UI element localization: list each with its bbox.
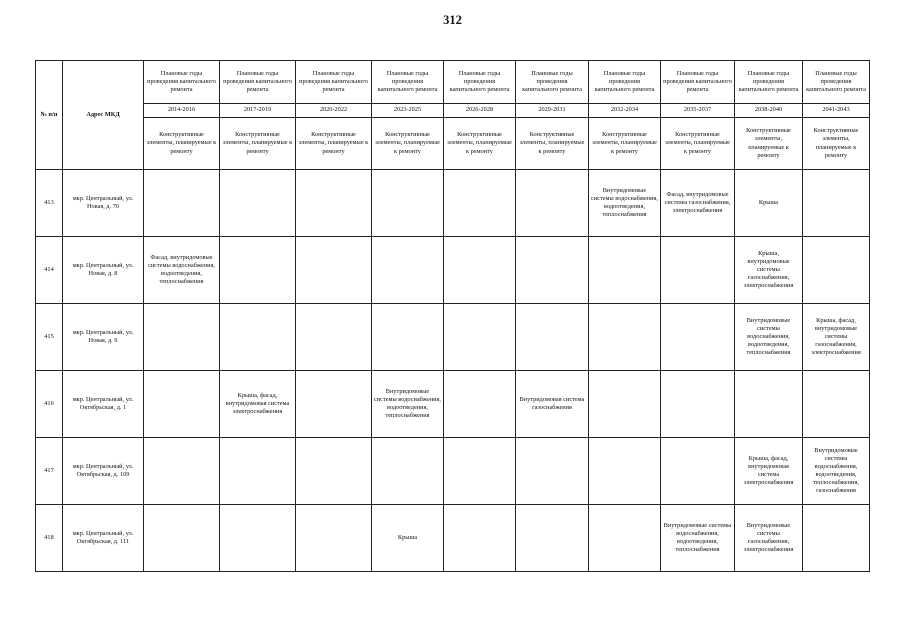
period-elements-header: Конструктивные элементы, планируемые к ремонту: [220, 118, 296, 170]
repair-elements-cell: [220, 237, 296, 304]
row-number: 416: [36, 371, 63, 438]
period-years-header: 2035-2037: [661, 104, 735, 118]
repair-elements-cell: [589, 371, 661, 438]
period-elements-header: Конструктивные элементы, планируемые к ремонту: [589, 118, 661, 170]
period-elements-header: Конструктивные элементы, планируемые к ремонту: [661, 118, 735, 170]
repair-elements-cell: [803, 505, 870, 572]
period-years-header: 2029-2031: [516, 104, 589, 118]
repair-elements-cell: [372, 304, 444, 371]
repair-elements-cell: [516, 304, 589, 371]
period-elements-header: Конструктивные элементы, планируемые к ремонту: [516, 118, 589, 170]
repair-elements-cell: [144, 170, 220, 237]
row-number: 417: [36, 438, 63, 505]
period-elements-header: Конструктивные элементы, планируемые к ремонту: [803, 118, 870, 170]
period-years-header: 2032-2034: [589, 104, 661, 118]
repair-elements-cell: [372, 170, 444, 237]
repair-elements-cell: [589, 438, 661, 505]
repair-elements-cell: [444, 505, 516, 572]
period-elements-header: Конструктивные элементы, планируемые к ремонту: [144, 118, 220, 170]
period-title-header: Плановые годы проведения капитального ремонта: [589, 61, 661, 104]
repair-elements-cell: [735, 371, 803, 438]
repair-elements-cell: [220, 304, 296, 371]
period-title-header: Плановые годы проведения капитального ремонта: [516, 61, 589, 104]
repair-elements-cell: [220, 170, 296, 237]
row-address: мкр. Центральный, ул. Новая, д. 70: [63, 170, 144, 237]
table-row: [36, 371, 870, 438]
period-title-header: Плановые годы проведения капитального ремонта: [296, 61, 372, 104]
column-header-number: № п/п: [36, 61, 63, 170]
table-row: [36, 237, 870, 304]
repair-elements-cell: Внутридомовая система газоснабжения: [516, 371, 589, 438]
repair-elements-cell: [589, 237, 661, 304]
repair-elements-cell: [444, 438, 516, 505]
repair-elements-cell: [144, 304, 220, 371]
period-years-header: 2020-2022: [296, 104, 372, 118]
repair-elements-cell: Крыша: [735, 170, 803, 237]
repair-elements-cell: Крыша, фасад, внутридомовые системы газоснабжения, электроснабжения: [803, 304, 870, 371]
repair-elements-cell: [516, 505, 589, 572]
repair-elements-cell: Фасад, внутридомовые системы водоснабжения, водоотведения, теплоснабжения: [144, 237, 220, 304]
repair-elements-cell: Крыша, фасад, внутридомовая система электроснабжения: [220, 371, 296, 438]
repair-elements-cell: [803, 170, 870, 237]
period-years-header: 2026-2028: [444, 104, 516, 118]
period-title-header: Плановые годы проведения капитального ремонта: [735, 61, 803, 104]
repair-elements-cell: Внутридомовые системы водоснабжения, водоотведения, теплоснабжения: [661, 505, 735, 572]
row-number: 414: [36, 237, 63, 304]
repair-elements-cell: [444, 371, 516, 438]
repair-elements-cell: [516, 170, 589, 237]
table-row: [36, 505, 870, 572]
repair-elements-cell: [444, 304, 516, 371]
repair-elements-cell: [220, 438, 296, 505]
repair-elements-cell: [296, 505, 372, 572]
repair-elements-cell: [220, 505, 296, 572]
period-years-header: 2014-2016: [144, 104, 220, 118]
repair-elements-cell: Внутридомовые системы водоснабжения, водоотведения, теплоснабжения: [589, 170, 661, 237]
repair-elements-cell: [296, 237, 372, 304]
period-elements-header: Конструктивные элементы, планируемые к ремонту: [296, 118, 372, 170]
repair-elements-cell: [372, 237, 444, 304]
table-row: [36, 304, 870, 371]
repair-elements-cell: [516, 438, 589, 505]
row-number: 418: [36, 505, 63, 572]
capital-repair-schedule-table: [35, 60, 870, 572]
repair-elements-cell: Внутридомовые системы водоснабжения, водоотведения, теплоснабжения: [735, 304, 803, 371]
repair-elements-cell: Внутридомовые системы газоснабжения, электроснабжения: [735, 505, 803, 572]
period-years-header: 2041-2043: [803, 104, 870, 118]
repair-elements-cell: [661, 237, 735, 304]
row-address: мкр. Центральный, ул. Октябрьская, д. 1: [63, 371, 144, 438]
repair-elements-cell: [372, 438, 444, 505]
period-title-header: Плановые годы проведения капитального ремонта: [444, 61, 516, 104]
table-row: [36, 438, 870, 505]
column-header-address: Адрес МКД: [63, 61, 144, 170]
period-title-header: Плановые годы проведения капитального ремонта: [661, 61, 735, 104]
repair-elements-cell: [803, 371, 870, 438]
repair-elements-cell: [516, 237, 589, 304]
repair-elements-cell: [803, 237, 870, 304]
repair-elements-cell: [589, 505, 661, 572]
period-title-header: Плановые годы проведения капитального ремонта: [372, 61, 444, 104]
repair-elements-cell: Крыша: [372, 505, 444, 572]
repair-elements-cell: [589, 304, 661, 371]
period-elements-header: Конструктивные элементы, планируемые к ремонту: [372, 118, 444, 170]
repair-elements-cell: [296, 371, 372, 438]
row-address: мкр. Центральный, ул. Октябрьская, д. 111: [63, 505, 144, 572]
repair-elements-cell: [144, 505, 220, 572]
repair-elements-cell: [296, 170, 372, 237]
repair-elements-cell: [144, 438, 220, 505]
repair-elements-cell: Крыша, внутридомовые системы газоснабжения, электроснабжения: [735, 237, 803, 304]
period-years-header: 2017-2019: [220, 104, 296, 118]
period-title-header: Плановые годы проведения капитального ремонта: [803, 61, 870, 104]
row-address: мкр. Центральный, ул. Новая, д. 8: [63, 237, 144, 304]
page-number: 312: [443, 13, 462, 27]
repair-elements-cell: [144, 371, 220, 438]
repair-elements-cell: [661, 304, 735, 371]
row-number: 413: [36, 170, 63, 237]
row-address: мкр. Центральный, ул. Новая, д. 9: [63, 304, 144, 371]
repair-elements-cell: [661, 438, 735, 505]
period-years-header: 2023-2025: [372, 104, 444, 118]
repair-elements-cell: Внутридомовые системы водоснабжения, водоотведения, теплоснабжения, газоснабжения: [803, 438, 870, 505]
repair-elements-cell: Внутридомовые системы водоснабжения, водоотведения, теплоснабжения: [372, 371, 444, 438]
repair-elements-cell: [444, 237, 516, 304]
period-title-header: Плановые годы проведения капитального ремонта: [220, 61, 296, 104]
period-title-header: Плановые годы проведения капитального ремонта: [144, 61, 220, 104]
repair-elements-cell: Фасад, внутридомовые системы газоснабжения, электроснабжения: [661, 170, 735, 237]
period-elements-header: Конструктивные элементы, планируемые к ремонту: [735, 118, 803, 170]
period-elements-header: Конструктивные элементы, планируемые к ремонту: [444, 118, 516, 170]
row-address: мкр. Центральный, ул. Октябрьская, д. 109: [63, 438, 144, 505]
repair-elements-cell: Крыша, фасад, внутридомовая система электроснабжения: [735, 438, 803, 505]
repair-elements-cell: [296, 438, 372, 505]
table-row: [36, 170, 870, 237]
repair-elements-cell: [296, 304, 372, 371]
repair-elements-cell: [444, 170, 516, 237]
repair-elements-cell: [661, 371, 735, 438]
row-number: 415: [36, 304, 63, 371]
period-years-header: 2038-2040: [735, 104, 803, 118]
